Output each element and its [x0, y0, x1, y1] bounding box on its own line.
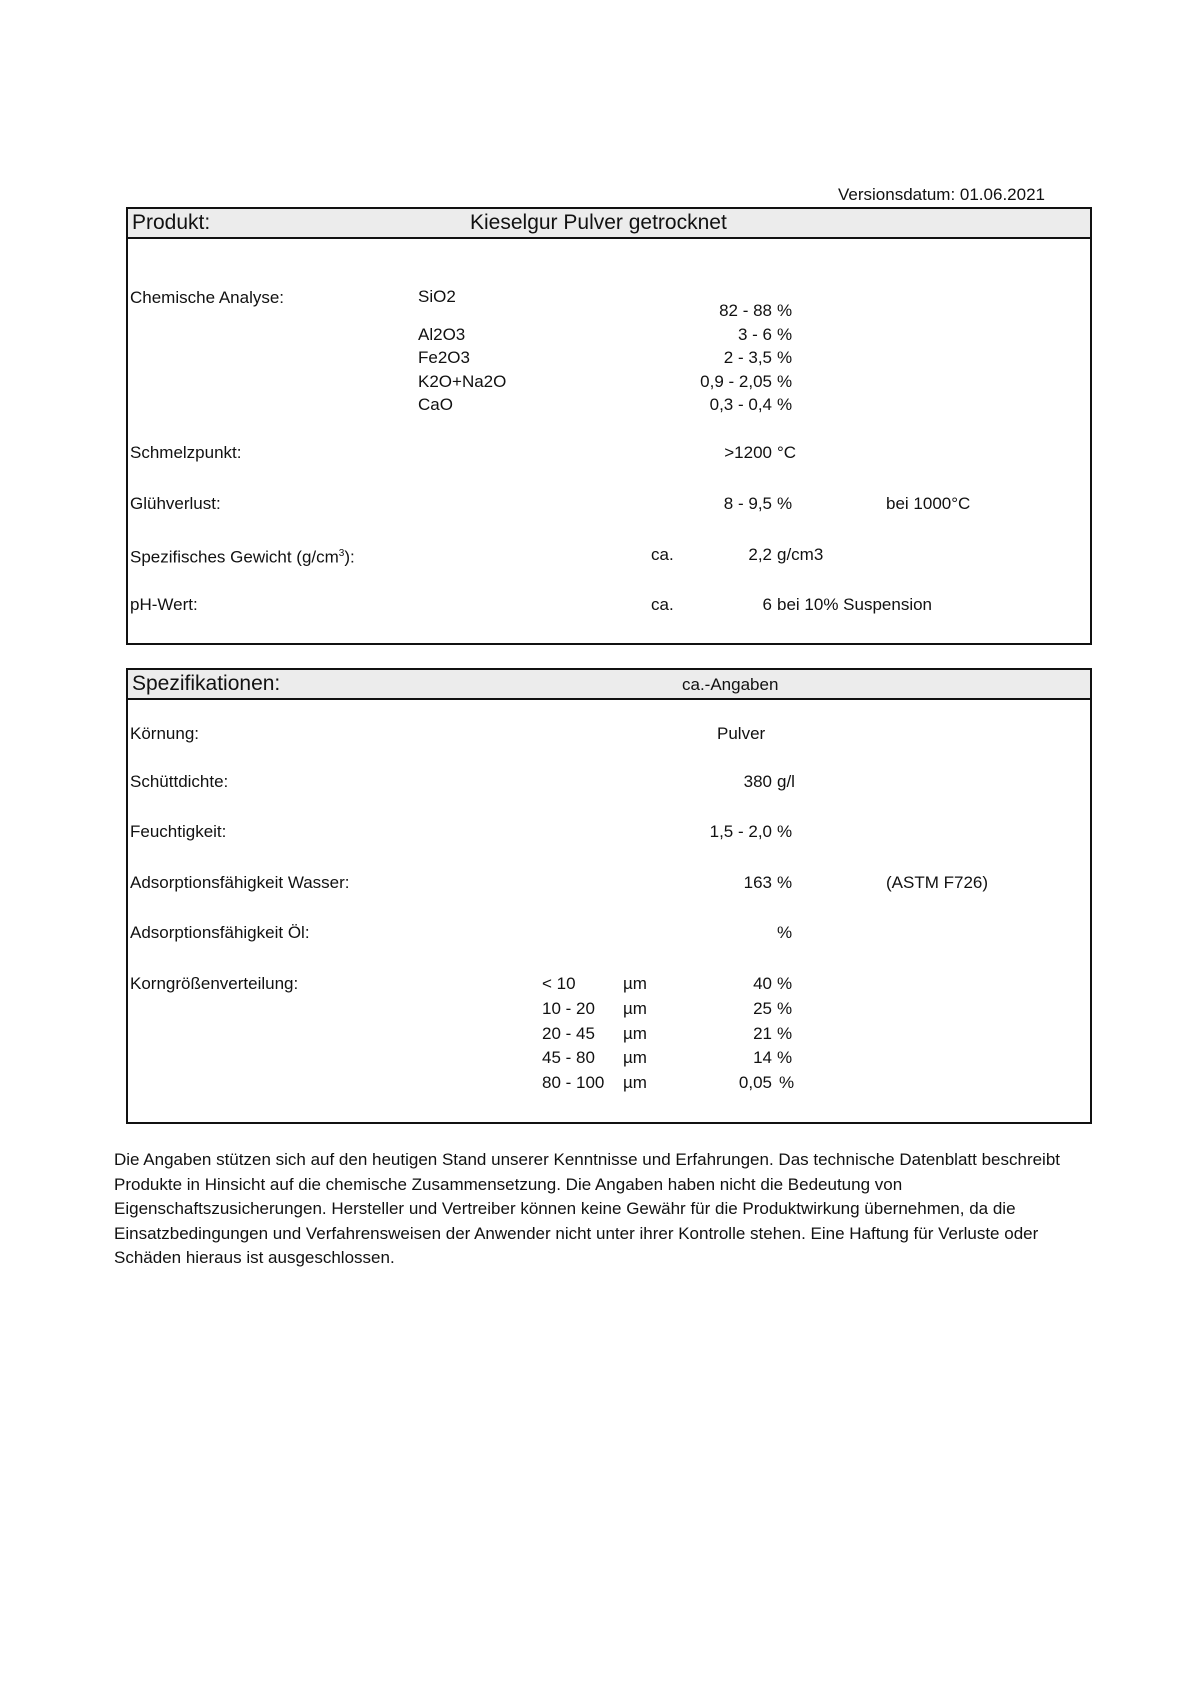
psd-value: 0,05: [738, 1073, 772, 1092]
psd-range: 10 - 20: [542, 999, 595, 1018]
weight-value: 2,2: [748, 545, 772, 564]
psd-pct: %: [777, 999, 793, 1018]
ph-label: pH-Wert:: [130, 595, 198, 614]
water-note: (ASTM F726): [886, 873, 989, 892]
grain-label: Körnung:: [130, 724, 199, 743]
melting-unit: °C: [777, 443, 797, 462]
product-box: [126, 207, 1092, 645]
product-header: [128, 209, 1090, 239]
chem-name: CaO: [418, 395, 453, 414]
chem-value: 2 - 3,5: [723, 348, 772, 367]
chem-unit: %: [777, 301, 793, 320]
psd-range: 20 - 45: [542, 1024, 595, 1043]
psd-value: 21: [753, 1024, 772, 1043]
specs-note: ca.-Angaben: [682, 675, 779, 694]
weight-approx: ca.: [651, 545, 674, 564]
chem-unit: %: [777, 372, 793, 391]
oil-unit: %: [777, 923, 793, 942]
psd-range: < 10: [542, 974, 576, 993]
ph-value: 6: [762, 595, 772, 614]
psd-unit: µm: [623, 1024, 647, 1043]
water-value: 163: [743, 873, 772, 892]
chem-name: Al2O3: [418, 325, 466, 344]
chem-value: 82 - 88: [719, 301, 772, 320]
chem-value: 0,3 - 0,4: [709, 395, 772, 414]
chem-label: Chemische Analyse:: [130, 288, 285, 307]
moisture-unit: %: [777, 822, 793, 841]
psd-pct: %: [777, 1024, 793, 1043]
psd-unit: µm: [623, 1073, 647, 1092]
ignition-value: 8 - 9,5: [723, 494, 772, 513]
bulk-label: Schüttdichte:: [130, 772, 229, 791]
chem-value: 0,9 - 2,05: [700, 372, 772, 391]
chem-name: Fe2O3: [418, 348, 470, 367]
ignition-note: bei 1000°C: [886, 494, 971, 513]
psd-value: 25: [753, 999, 772, 1018]
bulk-value: 380: [743, 772, 772, 791]
product-name: Kieselgur Pulver getrocknet: [470, 211, 727, 234]
chem-name: SiO2: [418, 287, 456, 306]
psd-value: 14: [753, 1048, 772, 1067]
specs-label: Spezifikationen:: [132, 672, 281, 695]
ph-unit: bei 10% Suspension: [777, 595, 933, 614]
grain-value: Pulver: [717, 724, 766, 743]
version-date: Versionsdatum: 01.06.2021: [838, 185, 1045, 204]
weight-unit: g/cm3: [777, 545, 824, 564]
specs-header: [128, 670, 1090, 700]
melting-value: >1200: [724, 443, 772, 462]
psd-unit: µm: [623, 1048, 647, 1067]
chem-value: 3 - 6: [737, 325, 772, 344]
psd-unit: µm: [623, 999, 647, 1018]
melting-label: Schmelzpunkt:: [130, 443, 242, 462]
psd-label: Korngrößenverteilung:: [130, 974, 299, 993]
product-label: Produkt:: [132, 211, 211, 234]
psd-unit: µm: [623, 974, 647, 993]
chem-unit: %: [777, 395, 793, 414]
oil-label: Adsorptionsfähigkeit Öl:: [130, 923, 310, 942]
ph-approx: ca.: [651, 595, 674, 614]
disclaimer-text: Die Angaben stützen sich auf den heutigen Stand unserer Kenntnisse und Erfahrungen. Das technische Datenblatt beschreibt Produkte in Hinsicht auf die chemische Zusammensetzung. Die Angaben haben nicht die Bedeutung von Eigenschaftszusicherungen. Hersteller und Vertreiber können keine Gewähr für die Produktwirkung übernehmen, da die Einsatzbedingungen und Verfahrensweisen der Anwender nicht unter ihrer Kontrolle stehen. Eine Haftung für Verluste oder Schäden hieraus ist ausgeschlossen.: [114, 1150, 1061, 1267]
psd-pct: %: [779, 1073, 795, 1092]
specs-box: [126, 668, 1092, 1124]
ignition-unit: %: [777, 494, 793, 513]
ignition-label: Glühverlust:: [130, 494, 221, 513]
chem-name: K2O+Na2O: [418, 372, 507, 391]
psd-range: 45 - 80: [542, 1048, 595, 1067]
psd-value: 40: [753, 974, 772, 993]
moisture-label: Feuchtigkeit:: [130, 822, 227, 841]
water-label: Adsorptionsfähigkeit Wasser:: [130, 873, 350, 892]
chem-unit: %: [777, 348, 793, 367]
bulk-unit: g/l: [777, 772, 795, 791]
weight-label: Spezifisches Gewicht $(g/cm^3)$:: [130, 547, 355, 567]
chem-unit: %: [777, 325, 793, 344]
psd-pct: %: [777, 974, 793, 993]
psd-pct: %: [777, 1048, 793, 1067]
water-unit: %: [777, 873, 793, 892]
moisture-value: 1,5 - 2,0: [709, 822, 772, 841]
psd-range: 80 - 100: [542, 1073, 605, 1092]
